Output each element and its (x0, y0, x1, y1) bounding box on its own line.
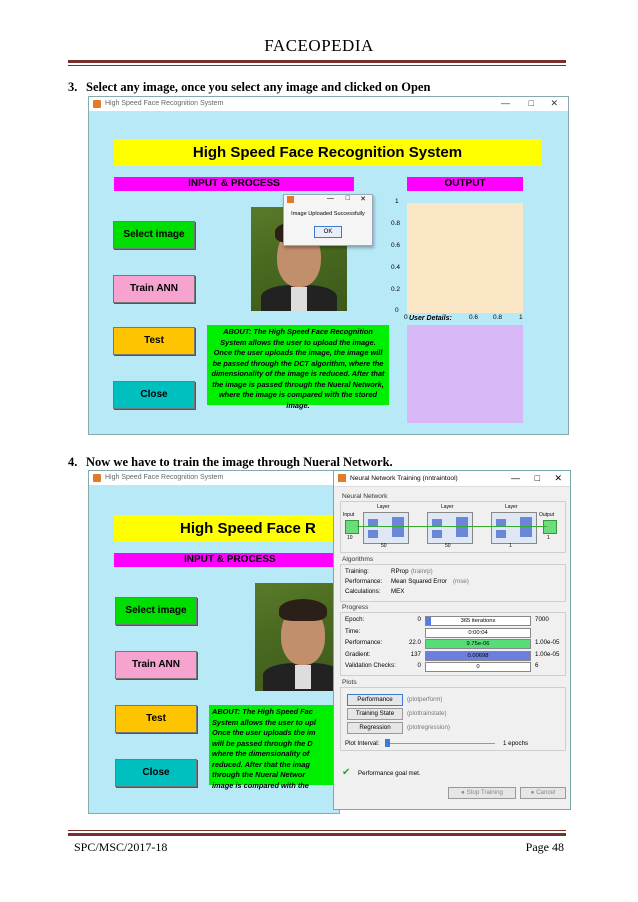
y-tick: 0.8 (391, 220, 401, 227)
network-diagram (340, 501, 566, 553)
minimize-icon[interactable]: — (327, 195, 334, 202)
window-title: High Speed Face Recognition System (105, 474, 224, 481)
algo-fn: (trainrp) (411, 568, 433, 575)
user-details-panel (407, 325, 523, 423)
select-image-button[interactable]: Select image (115, 597, 197, 625)
step-text: Select any image, once you select any image and clicked on Open (86, 80, 431, 94)
maximize-icon[interactable]: □ (528, 98, 534, 108)
layer-label: Layer (441, 504, 454, 510)
output-block (543, 520, 557, 534)
progress-panel (340, 612, 566, 676)
test-button[interactable]: Test (115, 705, 197, 733)
footer-left: SPC/MSC/2017-18 (74, 840, 168, 854)
progress-key: Epoch: (345, 616, 365, 623)
plots-section-label: Plots (342, 679, 357, 686)
plot-fn: (plottrainstate) (407, 710, 447, 717)
close-icon[interactable]: ✕ (550, 98, 558, 108)
page-header-title: FACEOPEDIA (264, 36, 374, 55)
step-3 (68, 80, 430, 95)
progress-start: 22.0 (408, 639, 421, 646)
progress-key: Time: (345, 627, 361, 635)
progress-start: 0 (417, 662, 421, 669)
progress-end: 7000 (535, 616, 549, 623)
algorithms-panel (340, 564, 566, 602)
upload-dialog (283, 194, 373, 246)
progress-end: 1.00e-05 (535, 639, 560, 646)
algo-value: MEX (391, 588, 405, 595)
x-tick: 0 (404, 314, 408, 321)
app-window-2 (88, 470, 340, 814)
nntraintool-window (333, 470, 571, 810)
progress-end: 1.00e-05 (535, 650, 560, 658)
plots-panel (340, 687, 566, 751)
algo-value: RProp (391, 568, 409, 575)
input-process-label: INPUT & PROCESS (114, 177, 354, 191)
progress-key: Validation Checks: (345, 662, 396, 669)
x-tick: 0.8 (493, 314, 503, 321)
progress-section-label: Progress (342, 604, 369, 611)
window-titlebar (89, 471, 339, 486)
dialog-message: Image Uploaded Successfully (291, 211, 365, 217)
plot-interval-label: Plot Interval: (345, 740, 380, 747)
matlab-icon (93, 100, 101, 108)
x-tick: 0.6 (469, 314, 479, 321)
maximize-icon[interactable]: □ (345, 195, 350, 202)
algo-value: Mean Squared Error (391, 578, 448, 585)
x-tick: 1 (519, 314, 523, 321)
train-ann-button[interactable]: Train ANN (113, 275, 195, 303)
layer-label: Layer (377, 504, 390, 510)
output-size: 1 (547, 535, 550, 541)
ok-button[interactable]: OK (314, 226, 342, 238)
face-image (255, 583, 339, 691)
header-rule-thin (68, 65, 566, 66)
layer-size: 50 (445, 543, 451, 549)
close-button[interactable]: Close (115, 759, 197, 787)
window-title: High Speed Face Recognition System (105, 100, 224, 107)
input-process-label: INPUT & PROCESS (114, 553, 344, 567)
progress-value: 0:00:04 (468, 629, 488, 636)
progress-key: Gradient: (345, 650, 371, 658)
cancel-button[interactable]: ● Cancel (520, 787, 566, 799)
output-plot (407, 203, 523, 313)
input-label: Input (343, 512, 355, 518)
about-text: ABOUT: The High Speed Face Recognition System allows the user to upload the image. Once the user uploads the image, the image will be passed through the DCT algorithm, where the dimensionality of the image is reduced. After that the image is passed through the Nueral Network, where the image is compared with the stored image. (207, 325, 389, 405)
step-number: 3. (68, 80, 78, 94)
y-tick: 1 (395, 198, 399, 205)
input-size: 10 (347, 535, 353, 541)
layer-label: Layer (505, 504, 518, 510)
progress-end: 6 (535, 662, 539, 669)
algo-key: Training: (345, 568, 369, 575)
algorithms-section-label: Algorithms (342, 556, 374, 563)
progress-bar (425, 639, 531, 649)
algo-fn: (mse) (453, 578, 469, 585)
output-label: OUTPUT (407, 177, 523, 191)
input-block (345, 520, 359, 534)
step-4 (68, 455, 393, 470)
minimize-icon[interactable]: — (511, 473, 520, 483)
progress-key: Performance: (345, 639, 383, 646)
app-title: High Speed Face Recognition System (114, 139, 541, 166)
stop-training-button[interactable]: ● Stop Training (448, 787, 516, 799)
app-window-1 (88, 96, 569, 435)
matlab-icon (338, 474, 346, 482)
progress-bar (425, 662, 531, 672)
slider-handle[interactable] (385, 739, 390, 747)
regression-button[interactable]: Regression (347, 722, 403, 734)
footer-rule (68, 833, 566, 836)
layer-size: 50 (381, 543, 387, 549)
close-icon[interactable]: ✕ (554, 473, 562, 483)
footer-page-number: Page 48 (525, 840, 564, 854)
check-icon: ✔ (342, 767, 351, 778)
performance-plot-button[interactable]: Performance (347, 694, 403, 706)
progress-start: 137 (410, 650, 421, 658)
matlab-icon (287, 196, 294, 203)
about-text: ABOUT: The High Speed Fac System allows the user to upl Once the user uploads the im will be passed through the D where the dimensionality of reduced. After that the imag through the Nueral Networ image is compared with the (209, 705, 339, 785)
progress-bar (425, 651, 531, 661)
algo-key: Calculations: (345, 588, 381, 595)
y-tick: 0.2 (391, 286, 401, 293)
layer-block (427, 512, 473, 544)
y-tick: 0.4 (391, 264, 401, 271)
nn-titlebar (334, 471, 570, 487)
output-label: Output (539, 512, 555, 518)
plot-interval-slider[interactable] (385, 743, 495, 744)
plot-fn: (plotregression) (407, 724, 450, 731)
window-titlebar (89, 97, 568, 112)
nn-window-title: Neural Network Training (nntraintool) (350, 475, 458, 482)
progress-bar (425, 628, 531, 638)
step-text: Now we have to train the image through Nueral Network. (86, 455, 393, 469)
y-tick: 0 (395, 307, 399, 314)
footer-rule-thin (68, 830, 566, 831)
progress-value: 0.00698 (467, 652, 489, 659)
plot-fn: (plotperform) (407, 696, 443, 703)
layer-block (491, 512, 537, 544)
test-button[interactable]: Test (113, 327, 195, 355)
step-number: 4. (68, 455, 78, 469)
network-section-label: Neural Network (342, 493, 388, 500)
status-text: Performance goal met. (358, 770, 421, 777)
close-icon[interactable]: ✕ (360, 196, 366, 203)
progress-value: 0 (476, 664, 480, 670)
progress-value: 365 iterations (460, 618, 496, 624)
user-details-label: User Details: (409, 315, 452, 322)
progress-start: 0 (417, 616, 421, 623)
matlab-icon (93, 474, 101, 482)
stop-icon: ● (461, 789, 467, 796)
header-rule (68, 60, 566, 63)
cancel-icon: ● (530, 789, 537, 796)
training-state-button[interactable]: Training State (347, 708, 403, 720)
layer-block (363, 512, 409, 544)
train-ann-button[interactable]: Train ANN (115, 651, 197, 679)
connection-line (357, 526, 547, 527)
y-tick: 0.6 (391, 242, 401, 249)
progress-bar (425, 616, 531, 626)
plot-interval-value: 1 epochs (503, 740, 529, 747)
progress-value: 9.75e-06 (466, 641, 490, 647)
close-button[interactable]: Close (113, 381, 195, 409)
select-image-button[interactable]: Select image (113, 221, 195, 249)
layer-size: 1 (509, 543, 512, 549)
app-title: High Speed Face R (114, 515, 344, 542)
minimize-icon[interactable]: — (501, 98, 510, 108)
maximize-icon[interactable]: □ (534, 473, 540, 483)
algo-key: Performance: (345, 578, 383, 585)
